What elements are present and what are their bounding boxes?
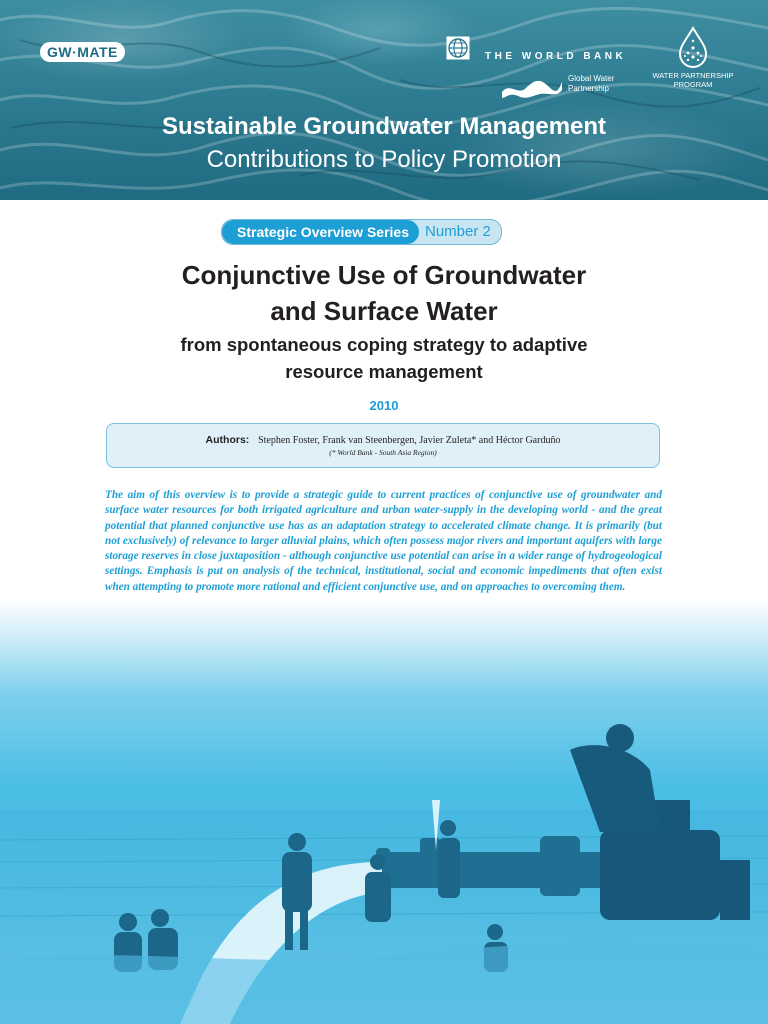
subtitle-line-1: from spontaneous coping strategy to adaptive bbox=[180, 334, 588, 355]
series-number: Number 2 bbox=[425, 223, 491, 240]
title-line-1: Conjunctive Use of Groundwater bbox=[181, 260, 587, 290]
wpp-name: WATER PARTNERSHIP PROGRAM bbox=[652, 71, 734, 89]
publication-year: 2010 bbox=[369, 398, 399, 413]
authors-box bbox=[106, 423, 660, 468]
document-title bbox=[0, 257, 768, 329]
water-partnership-drop-icon bbox=[676, 26, 710, 68]
header-subtitle: Contributions to Policy Promotion bbox=[206, 146, 562, 173]
subtitle-line-2: resource management bbox=[285, 361, 483, 382]
abstract-text: The aim of this overview is to provide a strategic guide to current practices of conjunctive use of groundwater and surface water resources for both irrigated agriculture and urban water-supply in the developing world - and the great potential that planned conjunctive use has as an adaptation strategy to accelerated climate change. It is primarily (but not exclusively) of relevance to larger alluvial plains, which often possess major rivers and important aquifers with large storage reserves in close juxtaposition - although conjunctive use potential can arise in a wider range of hydrogeological settings. Emphasis is put on analysis of the technical, institutional, social and economic impediments that often exist when attempting to promote more rational and efficient conjunctive use, and on approaches to overcoming them. bbox=[105, 489, 662, 593]
authors-note: (* World Bank - South Asia Region) bbox=[329, 448, 437, 457]
cover-photo-irrigation-pump bbox=[0, 600, 768, 1024]
series-badge bbox=[221, 219, 502, 245]
world-bank-globe-icon bbox=[446, 36, 470, 60]
authors-names: Stephen Foster, Frank van Steenbergen, Javier Zuleta* and Héctor Garduño bbox=[258, 435, 561, 446]
photo-illustration bbox=[0, 600, 768, 1024]
title-line-2: and Surface Water bbox=[270, 296, 498, 326]
header-banner bbox=[0, 0, 768, 200]
world-bank-name: THE WORLD BANK bbox=[485, 51, 627, 62]
authors-label: Authors: bbox=[205, 434, 250, 446]
gwmate-logo: GW·MATE bbox=[40, 42, 125, 62]
global-water-partnership-logo-icon bbox=[500, 74, 564, 100]
gwp-name: Global Water Partnership bbox=[568, 74, 615, 93]
series-name: Strategic Overview Series bbox=[222, 220, 419, 244]
header-title: Sustainable Groundwater Management bbox=[161, 113, 607, 140]
document-subtitle bbox=[0, 331, 768, 385]
